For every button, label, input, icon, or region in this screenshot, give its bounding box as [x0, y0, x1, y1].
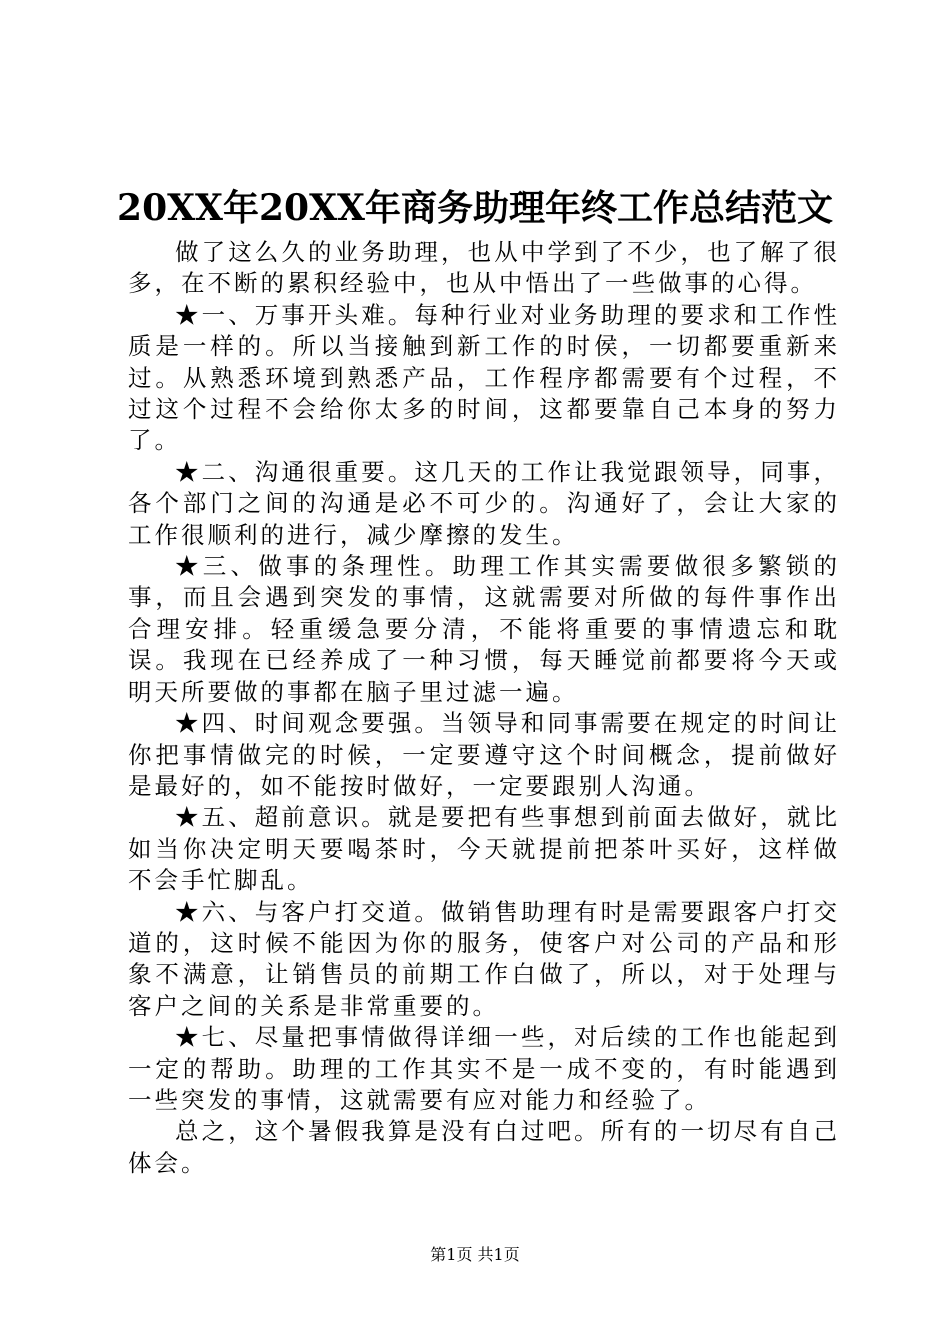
page-footer: 第1页 共1页 [430, 1245, 520, 1264]
paragraph-point-4: ★四、时间观念要强。当领导和同事需要在规定的时间让你把事情做完的时候，一定要遵守这个时间概念，提前做好是最好的，如不能按时做好，一定要跟别人沟通。 [128, 709, 840, 800]
paragraph-point-1: ★一、万事开头难。每种行业对业务助理的要求和工作性质是一样的。所以当接触到新工作的时侯，一切都要重新来过。从熟悉环境到熟悉产品，工作程序都需要有个过程，不过这个过程不会给你太多的时间，这都要靠自己本身的努力了。 [128, 300, 840, 455]
paragraph-conclusion: 总之，这个暑假我算是没有白过吧。所有的一切尽有自己体会。 [128, 1117, 840, 1177]
paragraph-point-2: ★二、沟通很重要。这几天的工作让我觉跟领导，同事，各个部门之间的沟通是必不可少的。沟通好了，会让大家的工作很顺利的进行，减少摩擦的发生。 [128, 457, 840, 549]
paragraph-point-3: ★三、做事的条理性。助理工作其实需要做很多繁锁的事，而且会遇到突发的事情，这就需要对所做的每件事作出合理安排。轻重缓急要分清，不能将重要的事情遗忘和耽误。我现在已经养成了一种习惯，每天睡觉前都要将今天或明天所要做的事都在脑子里过滤一遍。 [128, 552, 840, 706]
document-title: 20XX年20XX年商务助理年终工作总结范文 [117, 187, 833, 229]
paragraph-point-7: ★七、尽量把事情做得详细一些，对后续的工作也能起到一定的帮助。助理的工作其实不是一成不变的，有时能遇到一些突发的事情，这就需要有应对能力和经验了。 [128, 1023, 840, 1114]
paragraph-intro: 做了这么久的业务助理，也从中学到了不少，也了解了很多，在不断的累积经验中，也从中悟出了一些做事的心得。 [128, 238, 840, 298]
paragraph-point-6: ★六、与客户打交道。做销售助理有时是需要跟客户打交道的，这时候不能因为你的服务，使客户对公司的产品和形象不满意，让销售员的前期工作白做了，所以，对于处理与客户之间的关系是非常重要的。 [128, 897, 840, 1020]
paragraph-point-5: ★五、超前意识。就是要把有些事想到前面去做好，就比如当你决定明天要喝茶时，今天就提前把茶叶买好，这样做不会手忙脚乱。 [128, 803, 840, 895]
document-body [128, 237, 840, 1179]
